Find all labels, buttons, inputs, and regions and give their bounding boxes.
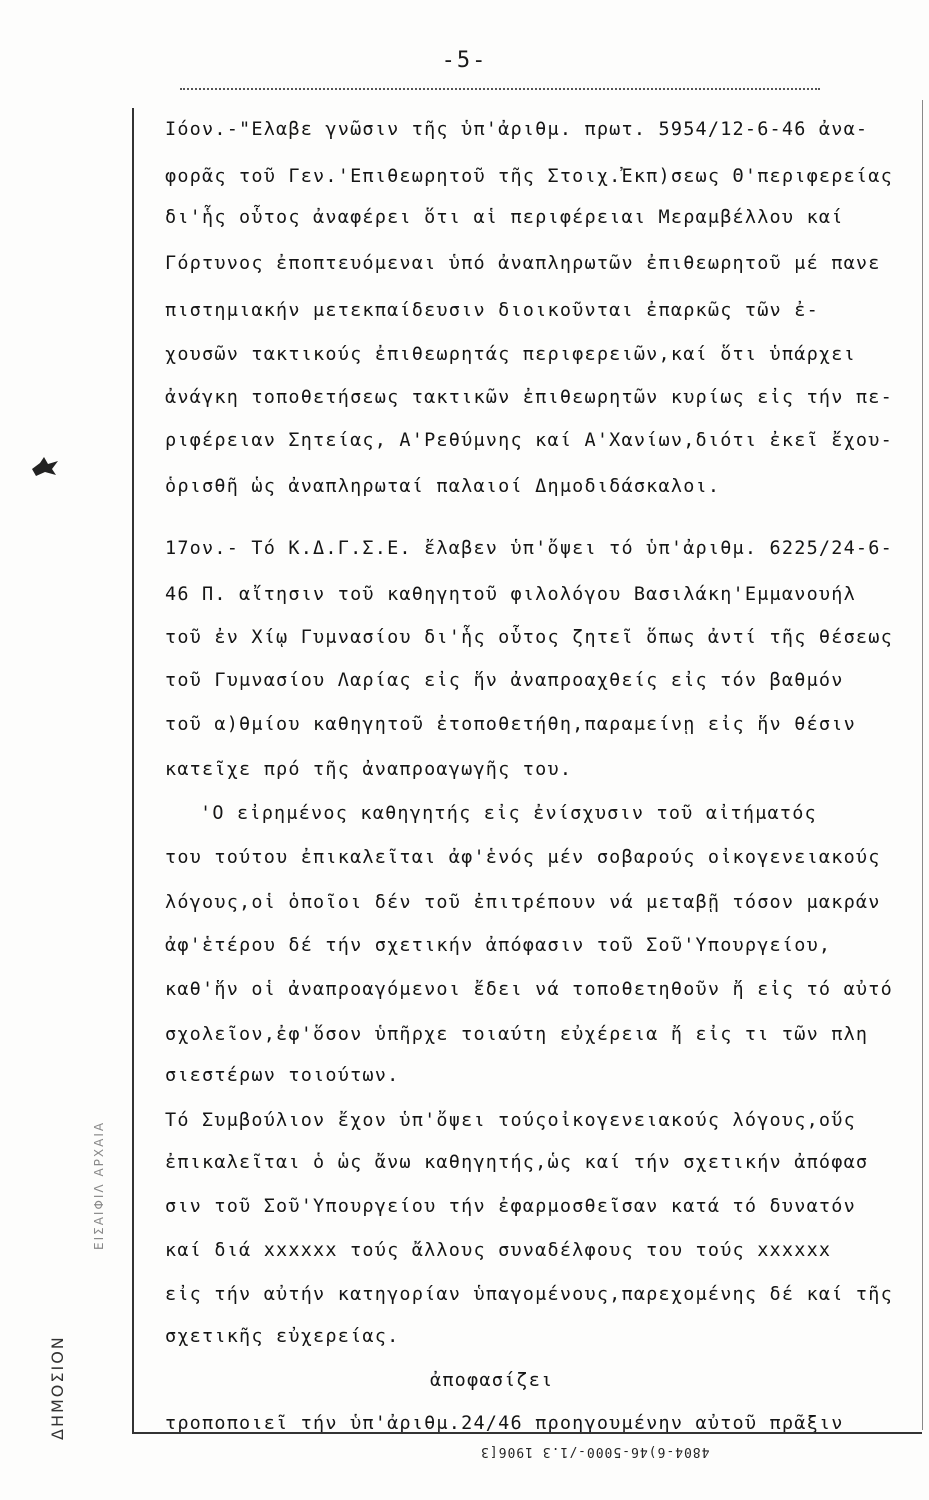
text-line: δι'ἧς οὗτος ἀναφέρει ὅτι αἱ περιφέρειαι Μεραμβέλλου καί — [165, 207, 844, 228]
text-line: του τούτου ἐπικαλεῖται ἀφ'ἑνός μέν σοβαρούς οἰκογενειακούς — [165, 847, 881, 868]
text-line: 'Ο εἰρημένος καθηγητής εἰς ἐνίσχυσιν τοῦ αἰτήματός — [200, 803, 817, 824]
text-line: Τό Συμβούλιον ἔχον ὑπ'ὄψει τούςοἰκογενειακούς λόγους,οὕς — [165, 1110, 856, 1131]
text-line: ριφέρειαν Σητείας, Α'Ρεθύμνης καί Α'Χανίων,διότι ἐκεῖ ἔχου- — [165, 430, 893, 451]
text-line: σχετικῆς εὐχερείας. — [165, 1326, 400, 1347]
text-line: χουσῶν τακτικούς ἐπιθεωρητάς περιφερειῶν,καί ὅτι ὑπάρχει — [165, 344, 856, 365]
text-line: φορᾶς τοῦ Γεν.'Επιθεωρητοῦ τῆς Στοιχ.Ἐκπ)σεως Θ'περιφερείας — [165, 166, 893, 187]
ministry-stamp-text: ΔΗΜΟΣΙΟΝ — [48, 1335, 67, 1440]
text-line: ἀφ'ἑτέρου δέ τήν σχετικήν ἀπόφασιν τοῦ Σοῦ'Υπουργείου, — [165, 935, 832, 956]
text-line: σιν τοῦ Σοῦ'Υπουργείου τήν ἐφαρμοσθεῖσαν κατά τό δυνατόν — [165, 1196, 856, 1217]
text-line: καί διά xxxxxx τούς ἄλλους συναδέλφους του τούς xxxxxx — [165, 1240, 832, 1261]
text-line: Γόρτυνος ἐποπτευόμεναι ὑπό ἀναπληρωτῶν ἐπιθεωρητοῦ μέ πανε — [165, 253, 881, 274]
text-line: τοῦ Γυμνασίου Λαρίας εἰς ἥν ἀναπροαχθείς εἰς τόν βαθμόν — [165, 670, 844, 691]
text-line: λόγους,οἱ ὁποῖοι δέν τοῦ ἐπιτρέπουν νά μεταβῇ τόσον μακράν — [165, 892, 881, 913]
text-line: καθ'ἥν οἱ ἀναπροαγόμενοι ἔδει νά τοποθετηθοῦν ἤ εἰς τό αὐτό — [165, 979, 893, 1000]
text-line: 46 Π. αἴτησιν τοῦ καθηγητοῦ φιλολόγου Βασιλάκη'Εμμανουήλ — [165, 584, 856, 605]
text-line: τοῦ ἐν Χίῳ Γυμνασίου δι'ἧς οὗτος ζητεῖ ὅπως ἀντί τῆς θέσεως — [165, 627, 893, 648]
left-margin-rule — [132, 108, 134, 1433]
text-line: Ιόον.-"Ελαβε γνῶσιν τῆς ὑπ'ἀριθμ. πρωτ. 5954/12-6-46 ἀνα- — [165, 119, 869, 140]
ink-smudge-mark — [30, 455, 60, 477]
left-margin-strip — [0, 0, 130, 1500]
bottom-divider — [132, 1432, 922, 1434]
text-line: τοῦ α)θμίου καθηγητοῦ ἐτοποθετήθη,παραμείνῃ εἰς ἥν θέσιν — [165, 714, 856, 735]
text-line: ἀνάγκη τοποθετήσεως τακτικῶν ἐπιθεωρητῶν κυρίως εἰς τήν πε- — [165, 387, 893, 408]
text-line: πιστημιακήν μετεκπαίδευσιν διοικοῦνται ἐπαρκῶς τῶν ἐ- — [165, 300, 819, 321]
decision-heading: ἀποφασίζει — [430, 1370, 554, 1391]
text-line: κατεῖχε πρό τῆς ἀναπροαγωγῆς του. — [165, 759, 573, 780]
text-line: σιεστέρων τοιούτων. — [165, 1065, 400, 1086]
page-number: -5- — [441, 48, 488, 73]
text-line: εἰς τήν αὐτήν κατηγορίαν ὑπαγομένους,παρεχομένης δέ καί τῆς — [165, 1284, 893, 1305]
text-line: ἐπικαλεῖται ὁ ὡς ἄνω καθηγητής,ὡς καί τήν σχετικήν ἀπόφασ — [165, 1152, 869, 1173]
text-line: τροποποιεῖ τήν ὑπ'ἀριθμ.24/46 προηγουμένην αὐτοῦ πρᾶξιν — [165, 1413, 844, 1434]
top-divider — [180, 88, 820, 90]
faint-margin-text-1: ΕΙΣΑΙΦΙΛ ΑΡΧΑΙΑ — [92, 1120, 106, 1250]
footer-print-code: 4804-6)46-5000-/1.3 1906[3 — [480, 1444, 710, 1459]
text-line: σχολεῖον,ἐφ'ὅσον ὑπῆρχε τοιαύτη εὐχέρεια ἤ εἰς τι τῶν πλη — [165, 1024, 869, 1045]
text-line: ὁρισθῆ ὡς ἀναπληρωταί παλαιοί Δημοδιδάσκαλοι. — [165, 476, 721, 497]
text-line: 17ον.- Τό Κ.Δ.Γ.Σ.Ε. ἔλαβεν ὑπ'ὄψει τό ὑπ'ἀριθμ. 6225/24-6- — [165, 538, 893, 559]
